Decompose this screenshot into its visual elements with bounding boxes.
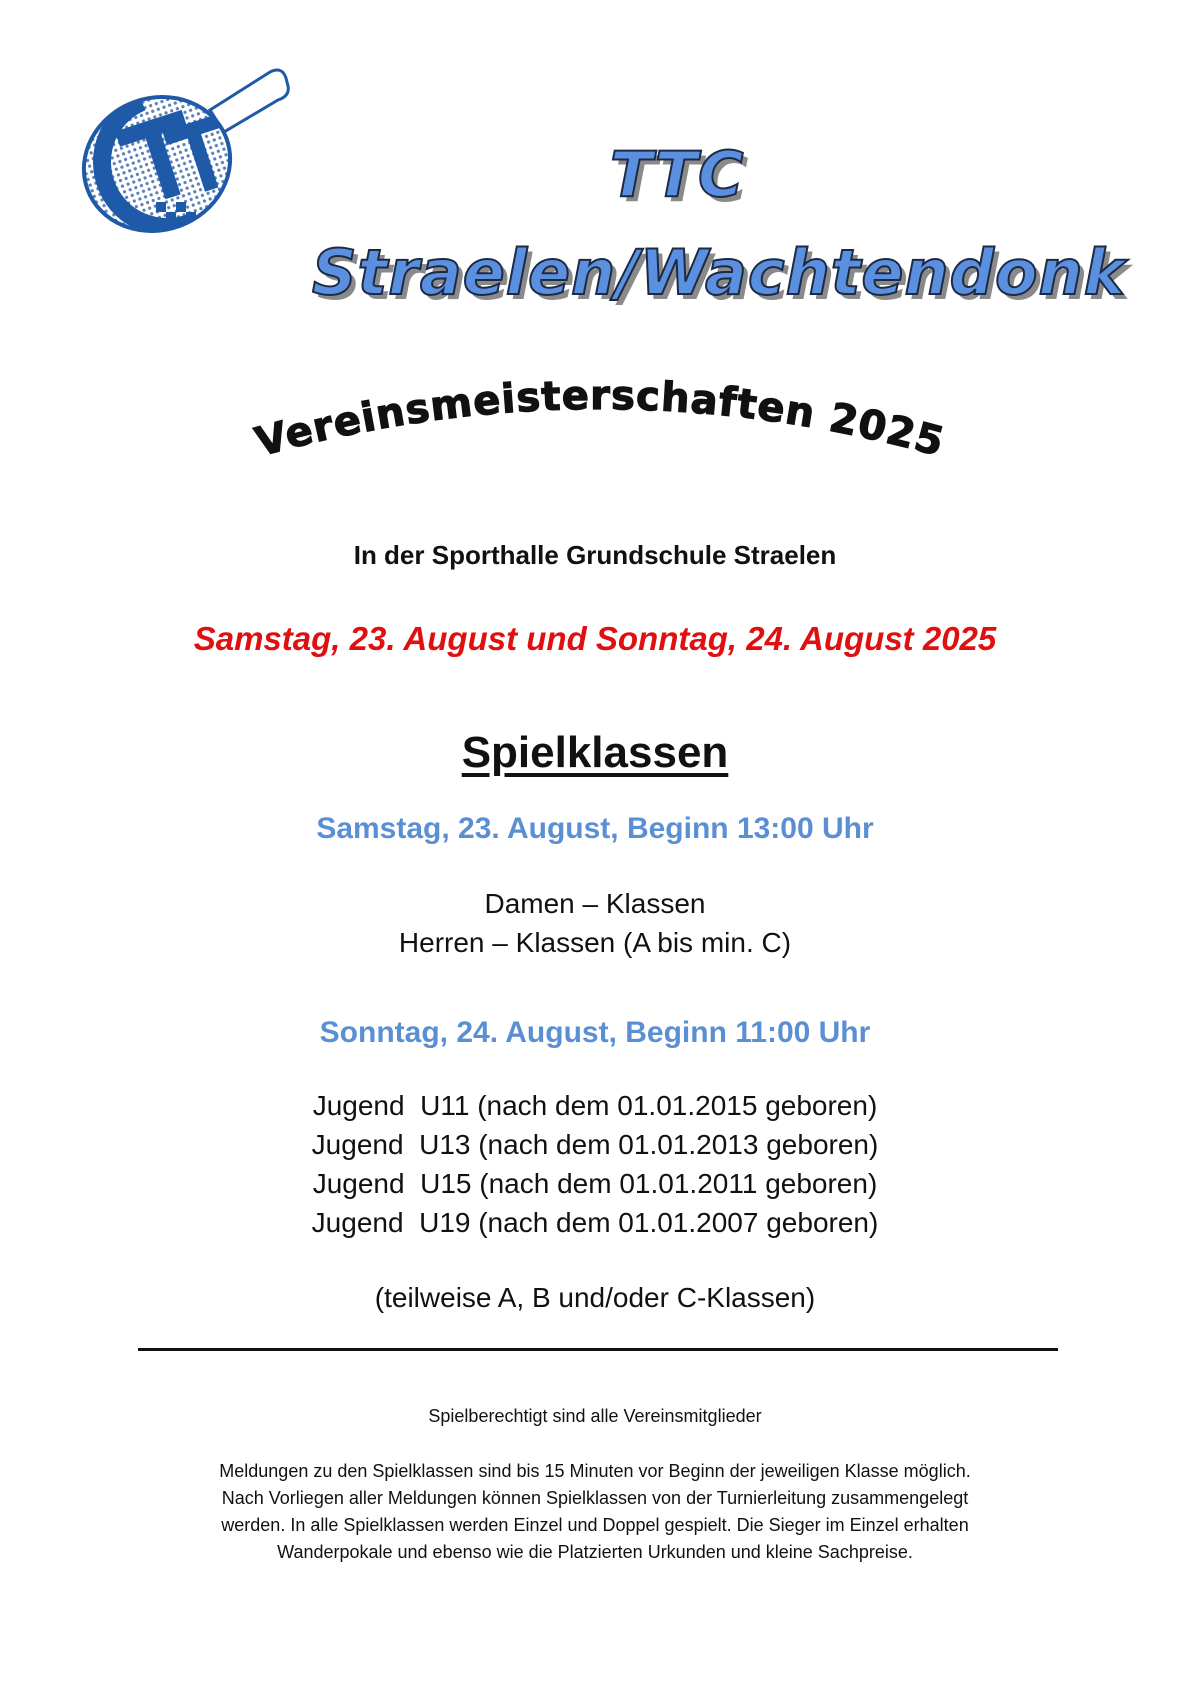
svg-text:Vereinsmeisterschaften 2025 (251, 375, 949, 466)
event-title (195, 375, 1005, 485)
classes-note: (teilweise A, B und/oder C-Klassen) (374, 1282, 816, 1313)
sunday-heading: Sonntag, 24. August, Beginn 11:00 Uhr (319, 1016, 871, 1049)
table-tennis-paddle-logo-icon (72, 62, 302, 247)
club-name-line-1: TTC (610, 138, 745, 211)
class-item: Jugend U11 (nach dem 01.01.2015 geboren) (312, 1090, 878, 1121)
event-dates: Samstag, 23. August und Sonntag, 24. August 2025 (193, 620, 997, 657)
eligibility-text: Spielberechtigt sind alle Vereinsmitglieder (428, 1406, 762, 1426)
spielklassen-heading (0, 728, 1190, 778)
venue-text: In der Sporthalle Grundschule Straelen (353, 540, 837, 570)
class-item: Damen – Klassen (484, 888, 706, 919)
saturday-class-list (0, 884, 1190, 962)
registration-info (150, 1458, 1040, 1566)
class-item: Jugend U13 (nach dem 01.01.2013 geboren) (311, 1129, 879, 1160)
class-item: Jugend U19 (nach dem 01.01.2007 geboren) (311, 1207, 879, 1238)
info-line: werden. In alle Spielklassen werden Einzel und Doppel gespielt. Die Sieger im Einzel erhalten (221, 1515, 969, 1535)
club-name-line-2: Straelen/Wachtendonk (312, 236, 1126, 309)
info-line: Meldungen zu den Spielklassen sind bis 15 Minuten vor Beginn der jeweiligen Klasse möglich. (219, 1461, 971, 1481)
spielklassen-heading-text: Spielklassen (461, 728, 729, 777)
event-title-text: Vereinsmeisterschaften 2025 (250, 375, 950, 466)
info-line: Nach Vorliegen aller Meldungen können Spielklassen von der Turnierleitung zusammengelegt (221, 1488, 969, 1508)
sunday-class-list (0, 1086, 1190, 1242)
class-item: Jugend U15 (nach dem 01.01.2011 geboren) (312, 1168, 878, 1199)
info-line: Wanderpokale und ebenso wie die Platzierten Urkunden und kleine Sachpreise. (277, 1542, 913, 1562)
class-item: Herren – Klassen (A bis min. C) (398, 927, 792, 958)
divider (138, 1348, 1058, 1351)
saturday-heading: Samstag, 23. August, Beginn 13:00 Uhr (316, 812, 874, 845)
